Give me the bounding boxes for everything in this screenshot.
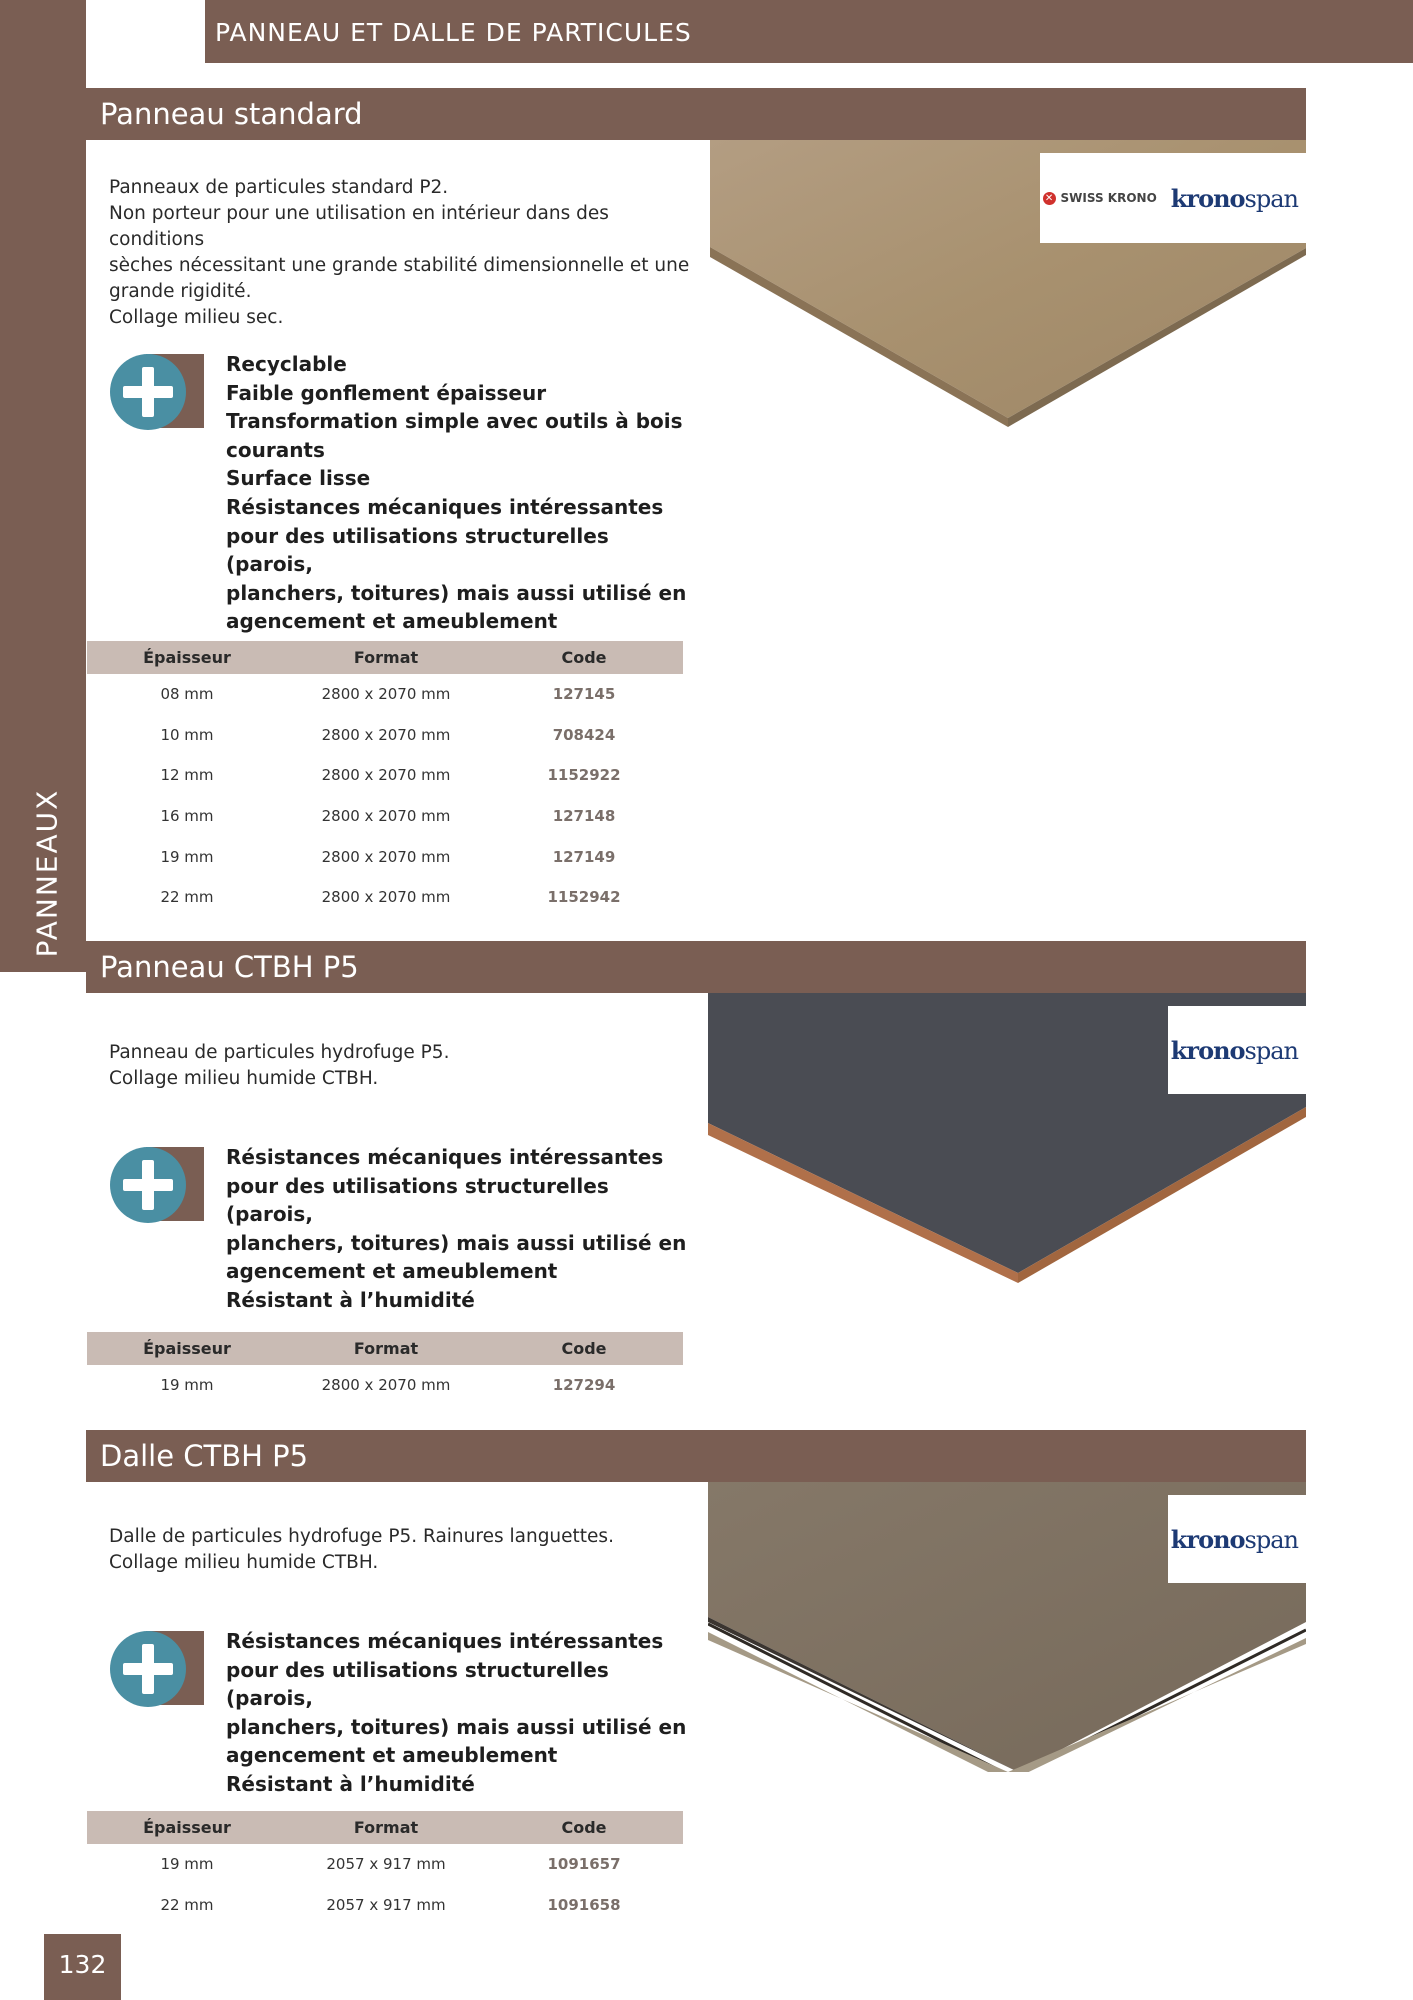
table-header-row: Épaisseur Format Code xyxy=(87,641,683,674)
plus-circle-icon xyxy=(108,1630,188,1708)
plus-badge xyxy=(108,1147,204,1221)
plus-badge xyxy=(108,354,204,428)
brand-logo-panneau-ctbh xyxy=(1168,1006,1306,1094)
table-row: 10 mm 2800 x 2070 mm 708424 xyxy=(160,725,616,744)
section-title-panneau-ctbh: Panneau CTBH P5 xyxy=(86,941,1306,993)
kronospan-logo: kronospan xyxy=(1170,1524,1298,1554)
table-header-row: Épaisseur Format Code xyxy=(87,1332,683,1365)
side-tab-label: PANNEAUX xyxy=(30,788,64,958)
table-header-row: Épaisseur Format Code xyxy=(87,1811,683,1844)
description-panneau-standard: Panneaux de particules standard P2. Non porteur pour une utilisation en intérieur dans des conditions sèches nécessitant une grande stabilité dimensionnelle et une grande rigidité. Collage milieu sec. xyxy=(109,177,690,328)
spec-table-panneau-ctbh xyxy=(87,1332,683,1406)
table-row: 19 mm 2800 x 2070 mm 127149 xyxy=(160,847,616,866)
kronospan-logo: kronospan xyxy=(1170,1035,1298,1065)
table-row: 19 mm 2800 x 2070 mm 127294 xyxy=(160,1376,616,1395)
section-title-dalle-ctbh: Dalle CTBH P5 xyxy=(86,1430,1306,1482)
spec-table-panneau-standard xyxy=(87,641,683,918)
features-panneau-ctbh: Résistances mécaniques intéressantes pour des utilisations structurelles (parois, planchers, toitures) mais aussi utilisé en agencement et ameublement Résistant à l’humidité xyxy=(226,1145,687,1312)
page-title: PANNEAU ET DALLE DE PARTICULES xyxy=(205,0,1413,63)
swiss-krono-mark-icon: ✕ xyxy=(1043,192,1056,205)
table-row: 12 mm 2800 x 2070 mm 1152922 xyxy=(160,766,621,785)
features-dalle-ctbh: Résistances mécaniques intéressantes pour des utilisations structurelles (parois, planchers, toitures) mais aussi utilisé en agencement et ameublement Résistant à l’humidité xyxy=(226,1629,687,1796)
brand-logos-panneau-standard xyxy=(1040,153,1306,243)
table-row: 22 mm 2800 x 2070 mm 1152942 xyxy=(160,888,621,907)
page-number: 132 xyxy=(44,1934,121,2000)
brand-logo-dalle-ctbh xyxy=(1168,1495,1306,1583)
spec-table-dalle-ctbh xyxy=(87,1811,683,1925)
table-row: 22 mm 2057 x 917 mm 1091658 xyxy=(160,1895,621,1914)
features-panneau-standard: Recyclable Faible gonflement épaisseur Transformation simple avec outils à bois courants Surface lisse Résistances mécaniques intéressantes pour des utilisations structurelles (parois, planchers, toitures) mais aussi utilisé en agencement et ameublement xyxy=(226,352,687,634)
section-title-panneau-standard: Panneau standard xyxy=(86,88,1306,140)
table-row: 08 mm 2800 x 2070 mm 127145 xyxy=(160,685,616,704)
plus-badge xyxy=(108,1631,204,1705)
description-dalle-ctbh: Dalle de particules hydrofuge P5. Rainures languettes. Collage milieu humide CTBH. xyxy=(109,1526,614,1573)
table-row: 16 mm 2800 x 2070 mm 127148 xyxy=(160,807,616,826)
swiss-krono-logo: ✕ SWISS KRONO xyxy=(1043,191,1157,205)
description-panneau-ctbh: Panneau de particules hydrofuge P5. Collage milieu humide CTBH. xyxy=(109,1042,450,1089)
table-row: 19 mm 2057 x 917 mm 1091657 xyxy=(160,1855,621,1874)
plus-circle-icon xyxy=(108,353,188,431)
kronospan-logo: kronospan xyxy=(1170,183,1298,213)
plus-circle-icon xyxy=(108,1146,188,1224)
